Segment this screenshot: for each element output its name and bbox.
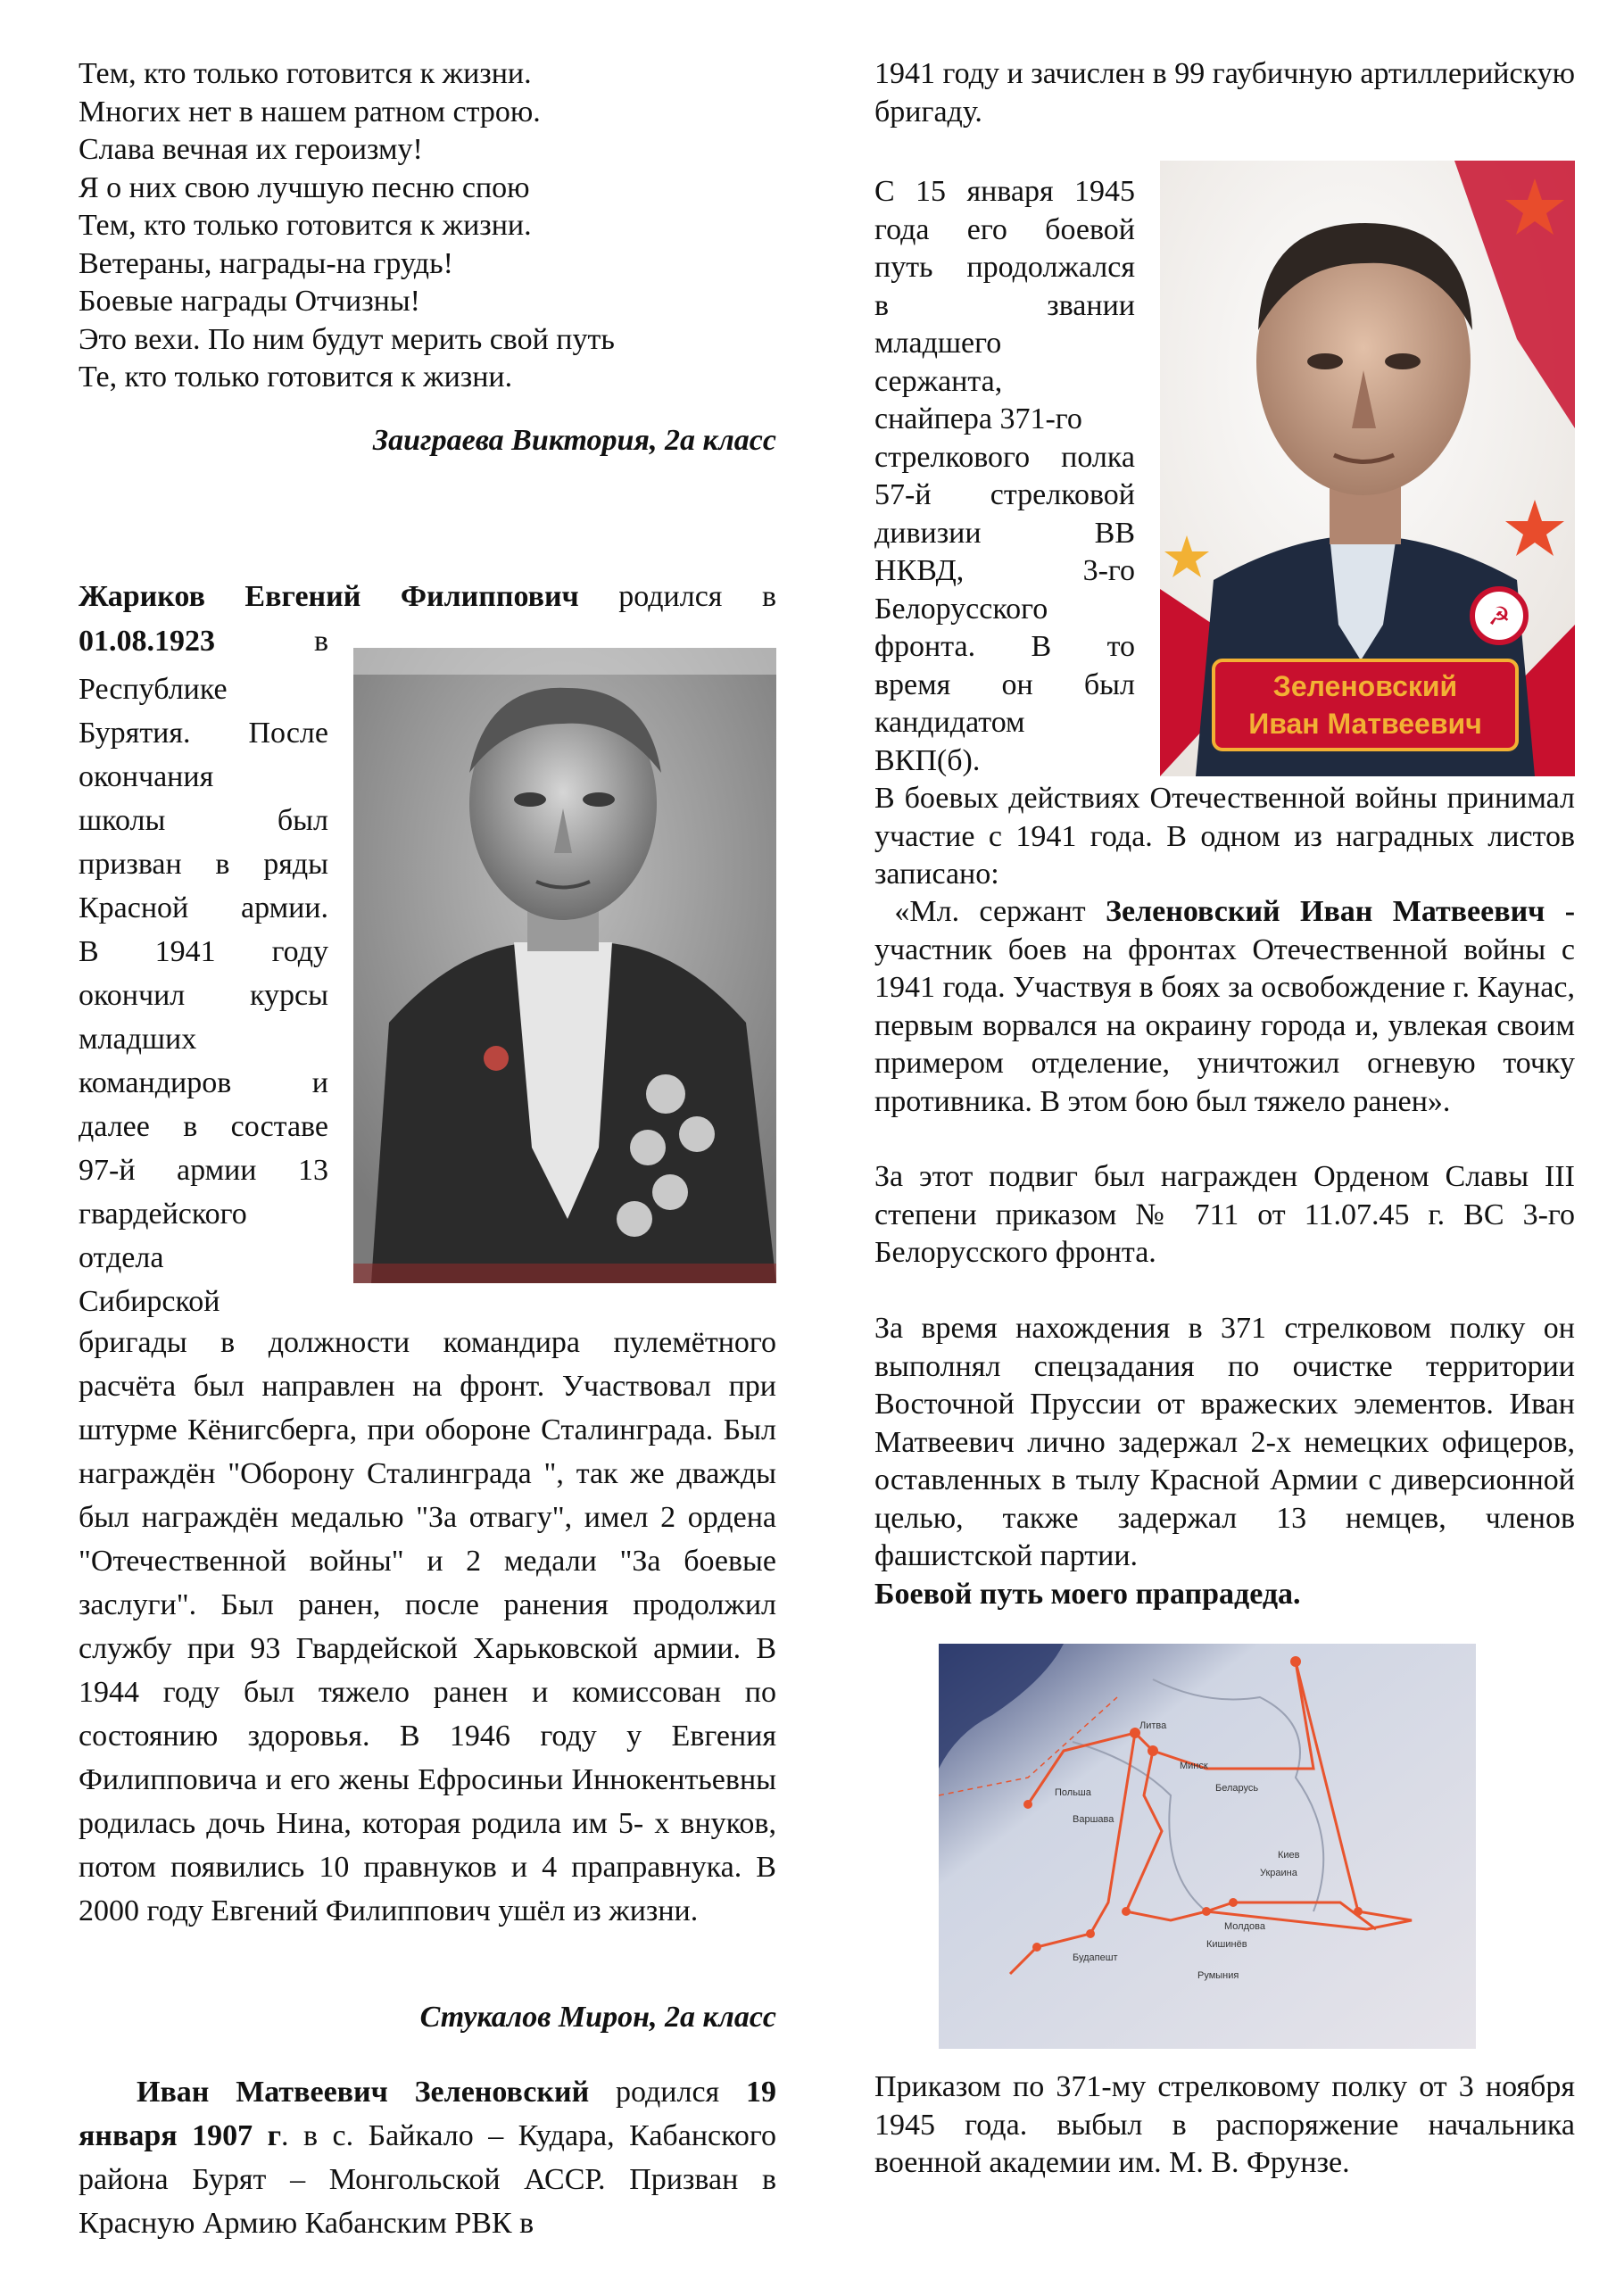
narrow-line: окончания — [79, 760, 214, 793]
narrow-line: школы был — [79, 804, 328, 837]
zelenovsky-spec-text: За время нахождения в 371 стрелковом полку он выполнял спецзадания по очистке территории Восточной Пруссии от вражеских элементов. Иван Матвеевич лично задержал 2-х немецких офицеров, оставленных в тылу Красной Армии с диверсионной целью, также задержал 13 немцев, членов фашистской партии. — [874, 1312, 1575, 1572]
map-label: Минск — [1180, 1761, 1208, 1771]
narrow-line: ВКП(б). — [874, 743, 981, 777]
zelenovsky-portrait-image — [1160, 161, 1575, 776]
poem-line: Те, кто только готовится к жизни. — [79, 361, 513, 394]
zelenovsky-continuation: 1941 году и зачислен в 99 гаубичную артиллерийскую бригаду. — [874, 57, 1575, 128]
map-label: Киев — [1278, 1850, 1300, 1861]
narrow-line: фронта. В то — [874, 630, 1135, 663]
narrow-line: Республике — [79, 673, 228, 706]
narrow-line: Бурятия. После — [79, 717, 328, 750]
narrow-line: сержанта, — [874, 364, 1003, 398]
route-map-image — [939, 1644, 1476, 2049]
route-map-photo — [939, 1644, 1476, 2049]
narrow-line: призван в ряды — [79, 848, 328, 881]
zharikov-photo-image — [353, 648, 776, 1283]
zelenovsky-born: родился — [615, 2076, 720, 2109]
map-label: Кишинёв — [1206, 1939, 1247, 1950]
narrow-line: 97-й армии 13 — [79, 1154, 328, 1187]
map-label: Молдова — [1224, 1921, 1265, 1932]
zharikov-photo — [353, 648, 776, 1283]
plaque-line: Иван Матвеевич — [1248, 708, 1482, 740]
narrow-line: снайпера 371-го — [874, 402, 1082, 435]
zharikov-bio-rest: бригады в должности командира пулемётного расчёта был направлен на фронт. Участвовал при штурме Кёнигсберга, при обороне Сталинграда. Был награждён "Оборону Сталинграда ", так же дважды был награждён медалью "За отвагу", имел 2 ордена "Отечественной войны" и 2 медали "За боевые заслуги". Был ранен, после ранения продолжил службу при 93 Гвардейской Харьковской армии. В 1944 году был тяжело ранен и комиссован по состоянию здоровья. В 1946 году у Евгения Филипповича и его жены Ефросиньи Иннокентьевны родилась дочь Нина, которая родила им 5- х внуков, потом появились 10 правнуков и 4 праправнука. В 2000 году Евгений Филиппович ушёл из жизни. — [79, 1326, 776, 1927]
zelenovsky-intro-rest: . в с. Байкало – Кудара, Кабанского района Бурят – Монгольской АССР. Призван в Красную Армию Кабанским РВК в — [79, 2119, 776, 2240]
zharikov-date: 01.08.1923 — [79, 625, 215, 658]
narrow-line: В 1941 году — [79, 935, 328, 968]
narrow-line: окончил курсы — [79, 979, 328, 1012]
narrow-line: младших — [79, 1023, 197, 1056]
map-label: Украина — [1260, 1868, 1297, 1878]
map-label: Беларусь — [1215, 1783, 1259, 1794]
svg-text:☭: ☭ — [1487, 601, 1511, 631]
zelenovsky-intro — [79, 2070, 776, 2245]
plaque-line: Зеленовский — [1272, 670, 1458, 702]
narrow-line: далее в составе — [79, 1110, 328, 1143]
narrow-line: года его боевой — [874, 212, 1135, 246]
narrow-line: в звании — [874, 288, 1135, 322]
zelenovsky-quote — [874, 893, 1575, 1121]
zelenovsky-portrait — [1160, 161, 1575, 776]
map-label: Варшава — [1073, 1814, 1114, 1825]
narrow-line: Красной армии. — [79, 891, 328, 924]
zelenovsky-final-text: Приказом по 371-му стрелковому полку от 3 ноября 1945 года. выбыл в распоряжение начальника военной академии им. М. В. Фрунзе. — [874, 2070, 1575, 2179]
narrow-line: кандидатом — [874, 706, 1025, 739]
poem-line: Это вехи. По ним будут мерить свой путь — [79, 322, 615, 356]
narrow-line: путь продолжался — [874, 251, 1135, 284]
zharikov-first-line — [79, 578, 776, 617]
narrow-line: стрелкового полка — [874, 440, 1135, 474]
zharikov-narrow-lines — [79, 667, 328, 1323]
narrow-line: НКВД, 3-го — [874, 554, 1135, 587]
narrow-line: командиров и — [79, 1066, 328, 1099]
zharikov-signature: Стукалов Мирон, 2а класс — [419, 2001, 776, 2034]
poem-line: Боевые награды Отчизны! — [79, 285, 420, 318]
narrow-line: отдела — [79, 1241, 164, 1274]
narrow-line: Белорусского — [874, 592, 1048, 626]
map-label: Литва — [1139, 1720, 1167, 1731]
narrow-line: дивизии ВВ — [874, 516, 1135, 550]
narrow-line: младшего — [874, 327, 1002, 360]
poem-line: Ветераны, награды-на грудь! — [79, 246, 453, 280]
path-heading: Боевой путь моего прапрадеда. — [874, 1578, 1301, 1611]
quote-open: «Мл. сержант — [894, 895, 1086, 928]
narrow-line: Сибирской — [79, 1285, 220, 1318]
map-label: Румыния — [1197, 1970, 1239, 1981]
poem-line: Тем, кто только готовится к жизни. — [79, 209, 532, 242]
map-label: Польша — [1055, 1787, 1091, 1798]
quote-name: Зеленовский Иван Матвеевич - — [1106, 895, 1576, 928]
narrow-line: С 15 января 1945 — [874, 175, 1135, 208]
zelenovsky-name: Иван Матвеевич Зеленовский — [137, 2076, 590, 2109]
poem-line: Слава вечная их героизму! — [79, 133, 423, 166]
zelenovsky-birthdate: 19 января 1907 г — [79, 2076, 777, 2152]
zharikov-narrow-text: 01.08.1923 в — [79, 625, 328, 658]
narrow-line: 57-й стрелковой — [874, 478, 1135, 511]
zelenovsky-narrow-text — [874, 173, 1135, 780]
poem-line: Я о них свою лучшую песню спою — [79, 170, 530, 204]
zelenovsky-award-text: За этот подвиг был награжден Орденом Славы III степени приказом № 711 от 11.07.45 г. ВС 3-го Белорусского фронта. — [874, 1160, 1575, 1269]
zharikov-born: родился в — [618, 580, 776, 613]
poem-line: Многих нет в нашем ратном строю. — [79, 95, 541, 128]
narrow-line: время он был — [874, 667, 1135, 701]
map-label: Будапешт — [1073, 1952, 1118, 1963]
narrow-line: гвардейского — [79, 1198, 247, 1231]
zharikov-name: Жариков Евгений Филиппович — [79, 580, 579, 613]
poem — [79, 55, 776, 397]
poem-line: Тем, кто только готовится к жизни. — [79, 57, 532, 90]
left-column — [79, 55, 776, 460]
zelenovsky-war-text: В боевых действиях Отечественной войны принимал участие с 1941 года. В одном из наградных листов записано: — [874, 782, 1575, 891]
poem-signature: Заиграева Виктория, 2а класс — [372, 423, 776, 457]
quote-rest: участник боев на фронтах Отечественной войны с 1941 года. Участвуя в боях за освобождение г. Каунас, первым ворвался на окраину города и, увлекая своим примером отделение, уничтожил огневую точку противника. В этом бою был тяжело ранен». — [874, 932, 1575, 1118]
